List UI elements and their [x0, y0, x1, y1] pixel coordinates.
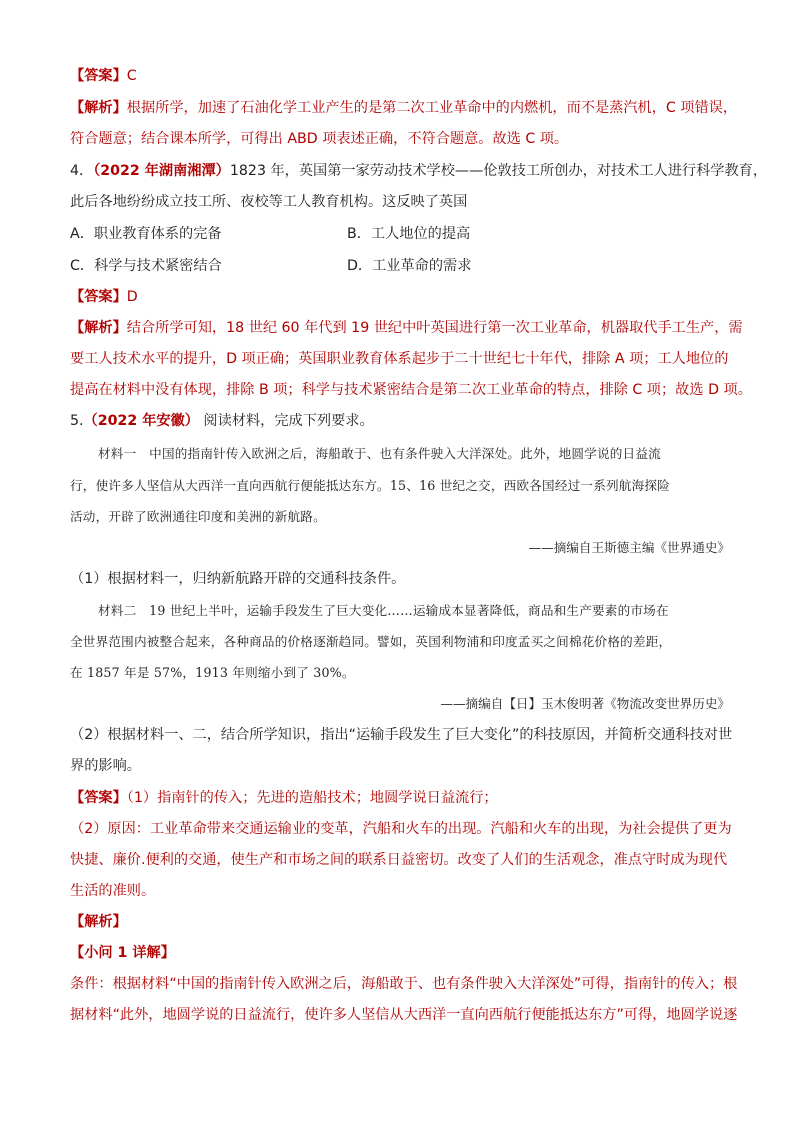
q5-detail-line-2: 据材料“此外，地圆学说的日益流行，使许多人坚信从大西洋一直向西航行便能抵达东方”可得，地圆学说逐: [70, 1007, 738, 1023]
q4-analysis-line-3: 提高在材料中没有体现，排除 B 项；科学与技术紧密结合是第二次工业革命的特点，排除 C 项；故选 D 项。: [70, 382, 752, 398]
analysis-text: 根据所学，加速了石油化学工业产生的是第二次工业革命中的内燃机，而不是蒸汽机，C 项错误，: [126, 100, 738, 116]
detail-tag: 【小问 1 详解】: [70, 945, 175, 961]
answer-text: （1）指南针的传入；先进的造船技术；地圆学说日益流行；: [126, 790, 498, 806]
q5-sub-question-2-line-2: 界的影响。: [70, 758, 141, 774]
q5-sub-question-2-line-1: （2）根据材料一、二，结合所学知识，指出“运输手段发生了巨大变化”的科技原因，并简析交通科技对世: [70, 727, 733, 743]
q3-analysis-line-2: 符合题意；结合课本所学，可得出 ABD 项表述正确，不符合题意。故选 C 项。: [70, 131, 569, 147]
question-source: （2022 年湖南湘潭）: [93, 163, 230, 179]
question-stem: 1823 年，英国第一家劳动技术学校——伦敦技工所创办，对技术工人进行科学教育，: [229, 163, 768, 179]
answer-tag: 【答案】: [70, 68, 127, 84]
q5-answer-line-1: [70, 788, 498, 808]
material-1-citation: ——摘编自王斯德主编《世界通史》: [528, 540, 730, 555]
question-stem: 阅读材料，完成下列要求。: [198, 413, 374, 429]
q3-answer: [70, 66, 137, 86]
answer-value: D: [126, 289, 138, 305]
analysis-tag: 【解析】: [70, 100, 127, 116]
q4-option-a: A．职业教育体系的完备: [70, 226, 222, 242]
material-1-line-2: 行，使许多人坚信从大西洋一直向西航行便能抵达东方。15、16 世纪之交，西欧各国经过一系列航海探险: [70, 478, 670, 493]
q5-detail-heading: [70, 943, 175, 963]
question-number: 4．: [70, 163, 94, 179]
material-1-line-1: 材料一 中国的指南针传入欧洲之后，海船敢于、也有条件驶入大洋深处。此外，地圆学说的日益流: [98, 446, 661, 461]
answer-tag: 【答案】: [70, 790, 127, 806]
q5-stem: [70, 411, 374, 431]
q4-analysis-line-2: 要工人技术水平的提升，D 项正确；英国职业教育体系起步于二十世纪七十年代，排除 A 项；工人地位的: [70, 351, 729, 367]
question-source: （2022 年安徽）: [83, 413, 199, 429]
q5-analysis-heading: [70, 912, 127, 932]
question-number: 5.: [70, 413, 84, 429]
q5-answer-line-3: 快捷、廉价.便利的交通，使生产和市场之间的联系日益密切。改变了人们的生活观念，准点守时成为现代: [70, 852, 728, 868]
answer-tag: 【答案】: [70, 289, 127, 305]
q5-sub-question-1: （1）根据材料一，归纳新航路开辟的交通科技条件。: [70, 571, 406, 587]
q4-option-d: D．工业革命的需求: [347, 258, 472, 274]
q4-answer: [70, 287, 138, 307]
q4-option-b: B．工人地位的提高: [347, 226, 471, 242]
analysis-text: 结合所学可知，18 世纪 60 年代到 19 世纪中叶英国进行第一次工业革命，机器取代手工生产，需: [126, 320, 743, 336]
material-1-line-3: 活动，开辟了欧洲通往印度和美洲的新航路。: [70, 509, 326, 524]
q3-analysis-line-1: [70, 98, 737, 118]
q5-answer-line-4: 生活的准则。: [70, 883, 156, 899]
q4-stem-line-2: 此后各地纷纷成立技工所、夜校等工人教育机构。这反映了英国: [70, 194, 468, 210]
answer-value: C: [126, 68, 137, 84]
material-2-citation: ——摘编自【日】玉木俊明著《物流改变世界历史》: [440, 696, 730, 711]
q4-option-c: C．科学与技术紧密结合: [70, 258, 222, 274]
material-2-line-1: 材料二 19 世纪上半叶，运输手段发生了巨大变化……运输成本显著降低，商品和生产要素的市场在: [98, 603, 669, 618]
q4-stem-line-1: [70, 161, 767, 181]
material-2-line-2: 全世界范围内被整合起来，各种商品的价格逐渐趋同。譬如，英国利物浦和印度孟买之间棉花价格的差距，: [70, 634, 672, 649]
q4-analysis-line-1: [70, 318, 743, 338]
q5-answer-line-2: （2）原因：工业革命带来交通运输业的变革，汽船和火车的出现。汽船和火车的出现，为社会提供了更为: [70, 821, 732, 837]
material-2-line-3: 在 1857 年是 57%，1913 年则缩小到了 30%。: [70, 665, 355, 680]
analysis-tag: 【解析】: [70, 320, 127, 336]
analysis-tag: 【解析】: [70, 914, 127, 930]
q5-detail-line-1: 条件：根据材料“中国的指南针传入欧洲之后，海船敢于、也有条件驶入大洋深处”可得，指南针的传入；根: [70, 976, 738, 992]
